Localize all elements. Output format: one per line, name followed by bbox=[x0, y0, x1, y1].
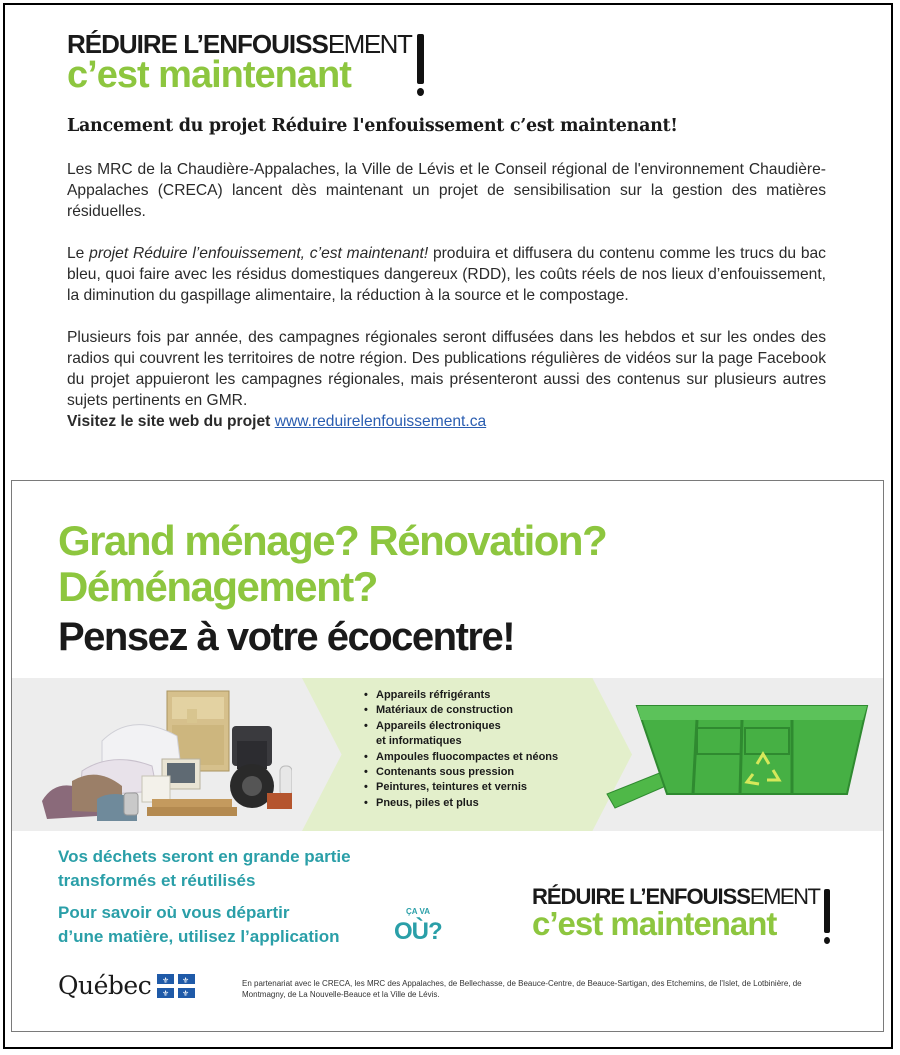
logo-line2: c’est maintenant bbox=[532, 905, 777, 942]
list-item: • Matériaux de construction bbox=[364, 703, 558, 718]
list-item: • Pneus, piles et plus bbox=[364, 796, 558, 811]
article-title: Lancement du projet Réduire l'enfouissement c’est maintenant! bbox=[67, 116, 678, 136]
article-paragraph-2: Le projet Réduire l’enfouissement, c’est maintenant! produira et diffusera du contenu comme les trucs du bac bleu, quoi faire avec les résidus domestiques dangereux (RDD), les coûts réels de nos lieux d’enfouissement, la diminution du gaspillage alimentaire, la réduction à la source et le compostage. bbox=[67, 245, 826, 304]
project-website-link[interactable]: www.reduirelenfouissement.ca bbox=[274, 413, 487, 430]
quebec-flag-icon bbox=[157, 974, 195, 998]
ad-headline-3: Pensez à votre écocentre! bbox=[58, 615, 515, 659]
visit-line: Visitez le site web du projet www.reduirelenfouissement.ca bbox=[67, 413, 487, 430]
ca-va-ou-app-logo[interactable] bbox=[392, 905, 452, 945]
ad-headline-2: Déménagement? bbox=[58, 563, 377, 610]
campaign-logo-top bbox=[67, 30, 424, 94]
svg-text:OÙ?: OÙ? bbox=[394, 918, 442, 945]
list-item: • Appareils réfrigérants bbox=[364, 688, 558, 703]
svg-text:⚜: ⚜ bbox=[162, 988, 170, 998]
exclamation-mark-icon bbox=[417, 34, 424, 84]
partnership-note: En partenariat avec le CRECA, les MRC des Appalaches, de Bellechasse, de Beauce-Centre, de Beauce-Sartigan, des Etchemins, de l'Islet, de Lotbinière, de Montmagny, de La Nouvelle-Beauce et la Ville de Lévis. bbox=[242, 979, 802, 999]
article-paragraph-1: Les MRC de la Chaudière-Appalaches, la Ville de Lévis et le Conseil régional de l'environnement Chaudière-Appalaches (CRECA) lancent dès maintenant un projet de sensibilisation sur la gestion des matières résiduelles. bbox=[67, 161, 826, 220]
container-bin-illustration bbox=[597, 686, 872, 816]
article-paragraph-3: Plusieurs fois par année, des campagnes régionales seront diffusées dans les hebdos et sur les ondes des radios qui couvrent les territoires de notre région. Des publications régulières de vidéos sur la page Facebook du projet appuieront les campagnes régionales, mais présenteront aussi des contenus sur plusieurs autres sujets pertinents en GMR. bbox=[67, 329, 826, 409]
svg-text:⚜: ⚜ bbox=[182, 988, 190, 998]
list-item: • Appareils électroniques bbox=[364, 719, 558, 734]
junk-pile-illustration bbox=[42, 681, 292, 826]
logo-line1: RÉDUIRE L’ENFOUISSEMENT bbox=[67, 29, 412, 59]
article-body bbox=[67, 159, 826, 432]
ecocentre-ad bbox=[11, 480, 884, 1032]
logo-line2: c’est maintenant bbox=[67, 54, 351, 96]
quebec-logo bbox=[58, 971, 195, 1000]
campaign-logo-ad bbox=[532, 885, 830, 941]
exclamation-mark-icon bbox=[824, 889, 830, 933]
accepted-items-list bbox=[364, 688, 558, 811]
list-item: • Contenants sous pression bbox=[364, 765, 558, 780]
app-message: Pour savoir où vous départir d’une matière, utilisez l’application bbox=[58, 903, 340, 946]
ad-headline-1: Grand ménage? Rénovation? bbox=[58, 517, 607, 564]
svg-text:ÇA VA: ÇA VA bbox=[406, 907, 430, 916]
list-item: • Peintures, teintures et vernis bbox=[364, 780, 558, 795]
svg-text:⚜: ⚜ bbox=[182, 975, 190, 985]
reuse-message: Vos déchets seront en grande partie transformés et réutilisés bbox=[58, 847, 351, 890]
list-item: • Ampoules fluocompactes et néons bbox=[364, 750, 558, 765]
quebec-wordmark: Québec bbox=[58, 971, 152, 1000]
list-item-continuation: et informatiques bbox=[376, 735, 462, 748]
svg-text:⚜: ⚜ bbox=[162, 975, 170, 985]
logo-line1: RÉDUIRE L’ENFOUISSEMENT bbox=[532, 884, 820, 909]
